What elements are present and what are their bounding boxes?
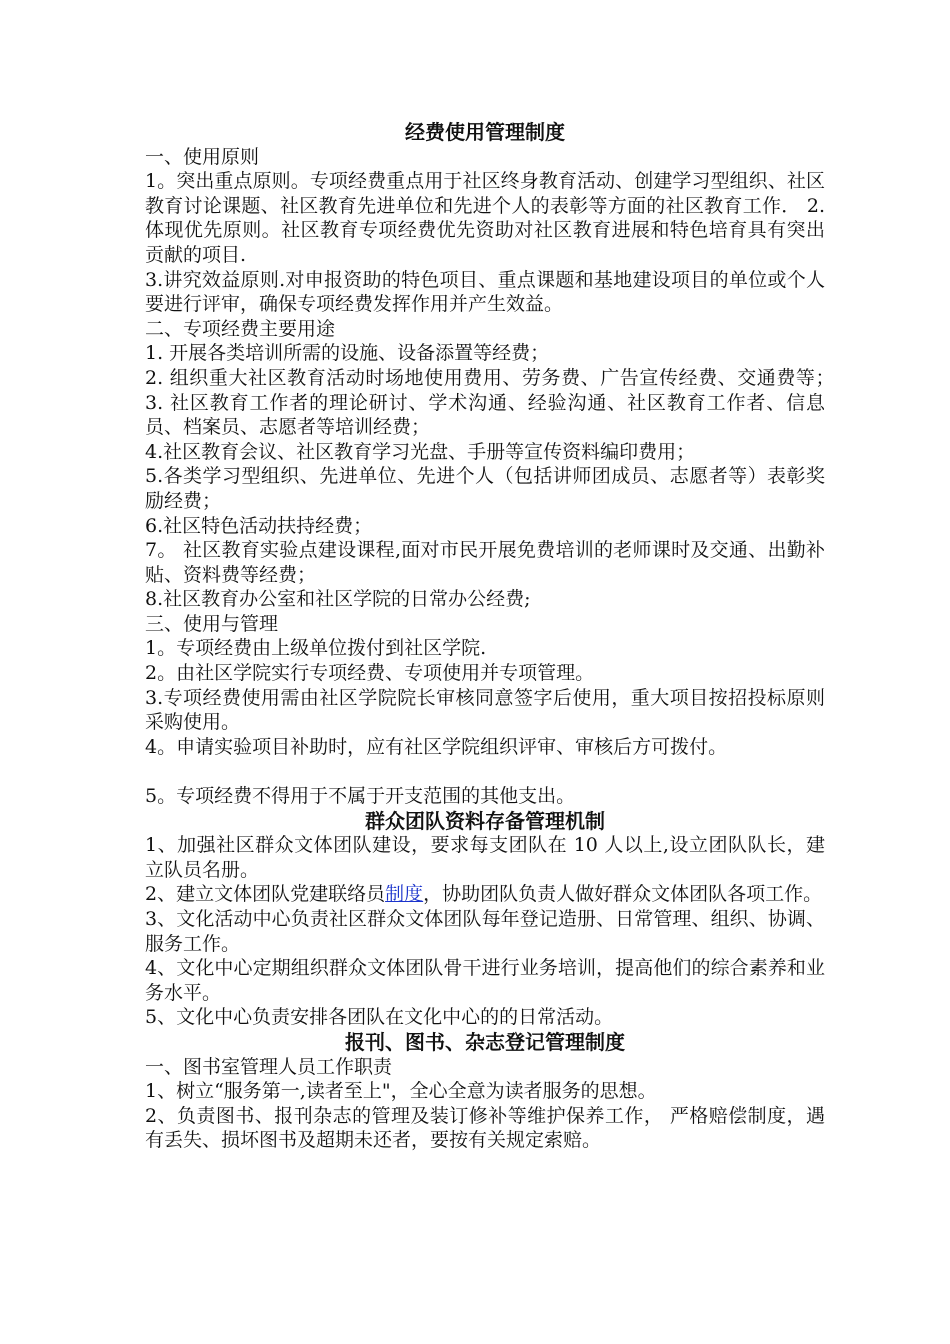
paragraph: 1、加强社区群众文体团队建设，要求每支团队在 10 人以上,设立团队队长，建立队员名册。	[145, 834, 825, 881]
heading-principles: 一、使用原则	[145, 145, 260, 168]
paragraph: 2、负责图书、报刊杂志的管理及装订修补等维护保养工作， 严格赔偿制度，遇有丢失、损坏图书及超期未还者，要按有关规定索赔。	[145, 1104, 825, 1152]
paragraph: 6.社区特色活动扶持经费；	[145, 514, 373, 537]
paragraph: 1。专项经费由上级单位拨付到社区学院.	[145, 637, 487, 660]
section-title-library: 报刊、图书、杂志登记管理制度	[345, 1029, 625, 1054]
system-link[interactable]: 制度	[385, 883, 424, 906]
section-title-funding: 经费使用管理制度	[405, 120, 565, 144]
paragraph: 5。专项经费不得用于不属于开支范围的其他支出。	[145, 785, 576, 808]
document-page	[145, 120, 845, 1153]
section-title-teams: 群众团队资料存备管理机制	[365, 808, 605, 833]
paragraph-text: ，协助团队负责人做好群众文体团队各项工作。	[423, 883, 823, 906]
heading-uses: 二、专项经费主要用途	[145, 317, 336, 340]
heading-library-duties: 一、图书室管理人员工作职责	[145, 1055, 393, 1078]
paragraph: 5.各类学习型组织、先进单位、先进个人（包括讲师团成员、志愿者等）表彰奖励经费；	[145, 465, 825, 512]
paragraph: 7。 社区教育实验点建设课程,面对市民开展免费培训的老师课时及交通、出勤补贴、资料费等经费；	[145, 539, 825, 586]
paragraph	[145, 882, 825, 907]
paragraph: 5、文化中心负责安排各团队在文化中心的的日常活动。	[145, 1006, 614, 1029]
heading-management: 三、使用与管理	[145, 612, 279, 635]
paragraph: 4、文化中心定期组织群众文体团队骨干进行业务培训，提高他们的综合素养和业务水平。	[145, 957, 825, 1004]
blank-line	[145, 759, 825, 784]
paragraph: 4。申请实验项目补助时，应有社区学院组织评审、审核后方可拨付。	[145, 735, 728, 758]
paragraph: 2. 组织重大社区教育活动时场地使用费用、劳务费、广告宣传经费、交通费等； 3. 社区教育工作者的理论研讨、学术沟通、经验沟通、社区教育工作者、信息员、档案员、志愿者等培训经费；	[145, 366, 845, 439]
paragraph: 4.社区教育会议、社区教育学习光盘、手册等宣传资料编印费用；	[145, 440, 696, 463]
paragraph: 3.讲究效益原则.对申报资助的特色项目、重点课题和基地建设项目的单位或个人要进行评审，确保专项经费发挥作用并产生效益。	[145, 268, 825, 316]
paragraph: 8.社区教育办公室和社区学院的日常办公经费;	[145, 588, 531, 611]
paragraph: 1. 开展各类培训所需的设施、设备添置等经费；	[145, 342, 550, 365]
paragraph: 3、文化活动中心负责社区群众文体团队每年登记造册、日常管理、组织、协调、服务工作。	[145, 908, 825, 955]
paragraph: 1。突出重点原则。专项经费重点用于社区终身教育活动、创建学习型组织、社区教育讨论课题、社区教育先进单位和先进个人的表彰等方面的社区教育工作． 2.体现优先原则。社区教育专项经费优先资助对社区教育进展和特色培育具有突出贡献的项目.	[145, 170, 825, 266]
paragraph-text: 2、建立文体团队党建联络员	[145, 883, 386, 906]
paragraph: 1、树立“服务第一,读者至上"，全心全意为读者服务的思想。	[145, 1080, 657, 1103]
paragraph: 2。由社区学院实行专项经费、专项使用并专项管理。	[145, 662, 595, 685]
paragraph: 3.专项经费使用需由社区学院院长审核同意签字后使用，重大项目按招投标原则采购使用。	[145, 686, 825, 734]
